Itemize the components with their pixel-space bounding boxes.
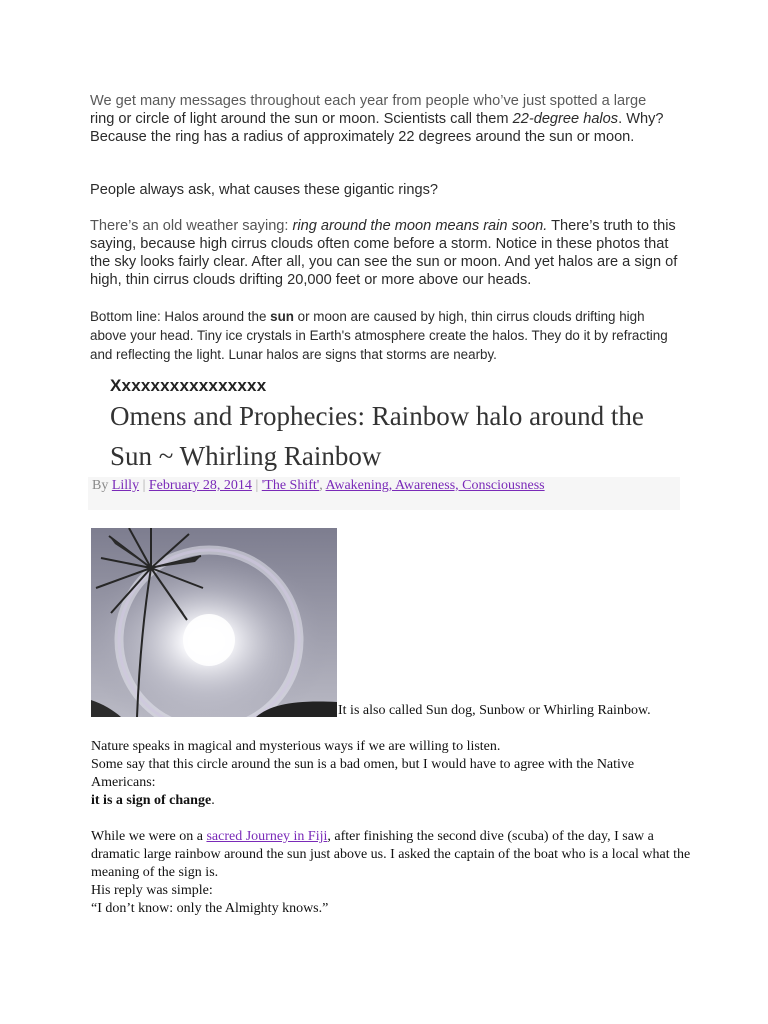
meta-separator: | (139, 478, 149, 493)
intro-text: We get many messages throughout each year from people who’ve just spotted a large (90, 93, 647, 109)
body-text: , after finishing the second dive (scuba) of the day, I saw a dramatic large rainbow around the sun just above us. I asked the captain of the boat who is a local what the meaning of the sign is. (91, 829, 691, 880)
category-link-the-shift[interactable]: 'The Shift' (261, 478, 320, 493)
intro-paragraph-3 (90, 217, 680, 289)
intro-text: ring or circle of light around the sun or moon. Scientists call them (90, 111, 513, 127)
intro-bold: sun (270, 309, 294, 324)
intro-text: There’s truth to this saying, because high cirrus clouds often come before a storm. Notice in these photos that the sky looks fairly clear. After all, you can see the sun or moon. And yet halos are a sign of high, thin cirrus clouds drifting 20,000 feet or more above our heads. (90, 218, 678, 288)
intro-italic: ring around the moon means rain soon. (292, 218, 548, 234)
intro-text: or moon are caused by high, thin cirrus clouds drifting high above your head. Tiny ice crystals in Earth's atmosphere create the halos. They do it by refracting and reflecting the light. Lunar halos are signs that storms are nearby. (90, 309, 668, 362)
body-text: While we were on a (91, 829, 207, 844)
intro-paragraph-4 (90, 307, 680, 364)
author-link[interactable]: Lilly (111, 478, 140, 493)
intro-text: Bottom line: Halos around the (90, 309, 271, 324)
body-paragraph (91, 828, 691, 882)
category-link-awakening[interactable]: Awakening, Awareness, Consciousness (325, 478, 545, 493)
meta-by: By (92, 478, 112, 493)
sun-halo-photo (91, 528, 337, 717)
body-line: Nature speaks in magical and mysterious ways if we are willing to listen. (91, 739, 501, 754)
body-quote: “I don’t know: only the Almighty knows.” (91, 901, 329, 916)
post-body (91, 738, 691, 918)
post-title: Omens and Prophecies: Rainbow halo around the Sun ~ Whirling Rainbow (110, 401, 644, 471)
intro-italic: 22-degree halos (512, 111, 619, 127)
fiji-journey-link[interactable]: sacred Journey in Fiji (206, 829, 328, 844)
meta-comma: , (319, 478, 326, 493)
intro-text: . Why? Because the ring has a radius of approximately 22 degrees around the sun or moon. (90, 111, 664, 145)
paragraph-gap (91, 810, 691, 828)
post-kicker: Xxxxxxxxxxxxxxxx (110, 376, 267, 395)
intro-text: There’s an old weather saying: (90, 218, 293, 234)
date-link[interactable]: February 28, 2014 (148, 478, 252, 493)
body-line-emphasis (91, 792, 691, 810)
body-punct: . (211, 793, 215, 808)
body-line: Some say that this circle around the sun is a bad omen, but I would have to agree with the Native Americans: (91, 757, 635, 790)
body-line: His reply was simple: (91, 883, 213, 898)
body-bold: it is a sign of change (91, 793, 212, 808)
intro-paragraph-2: People always ask, what causes these gigantic rings? (90, 182, 439, 198)
photo-caption: It is also called Sun dog, Sunbow or Whirling Rainbow. (338, 703, 651, 718)
sun-halo-image (91, 528, 337, 717)
meta-separator: | (251, 478, 262, 493)
intro-paragraph-1 (90, 92, 680, 146)
post-meta (92, 478, 545, 494)
